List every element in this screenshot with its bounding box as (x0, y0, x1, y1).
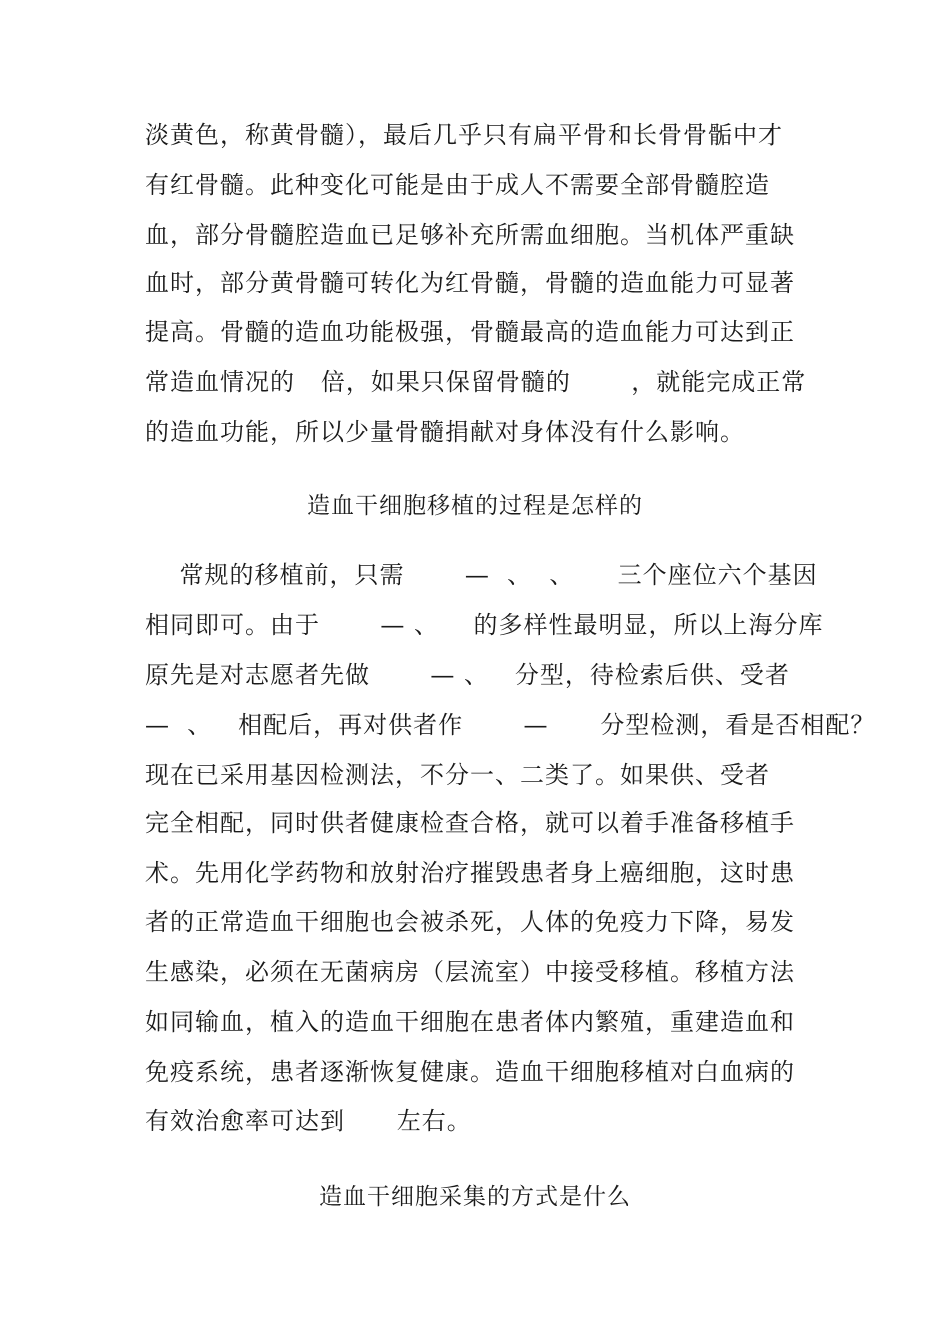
paragraph-line: 有红骨髓。此种变化可能是由于成人不需要全部骨髓腔造 (145, 171, 770, 199)
paragraph-line: 相同即可。由于 — 、 的多样性最明显，所以上海分库 (145, 611, 824, 639)
paragraph-line: 原先是对志愿者先做 — 、 分型，待检索后供、受者 (145, 661, 790, 689)
paragraph-line: 如同输血，植入的造血干细胞在患者体内繁殖，重建造血和 (145, 1008, 795, 1036)
paragraph-line: — 、 相配后，再对供者作 — 分型检测，看是否相配？ (145, 711, 876, 739)
paragraph-line: 现在已采用基因检测法，不分一、二类了。如果供、受者 (145, 761, 770, 789)
section-heading: 造血干细胞采集的方式是什么 (319, 1184, 631, 1210)
paragraph-line: 者的正常造血干细胞也会被杀死，人体的免疫力下降，易发 (145, 908, 795, 936)
paragraph-line: 提高。骨髓的造血功能极强，骨髓最高的造血能力可达到正 (145, 318, 795, 346)
paragraph-line: 常规的移植前，只需 — 、 、 三个座位六个基因 (145, 561, 818, 589)
paragraph-line: 术。先用化学药物和放射治疗摧毁患者身上癌细胞，这时患 (145, 859, 795, 887)
paragraph-line: 免疫系统，患者逐渐恢复健康。造血干细胞移植对白血病的 (145, 1058, 795, 1086)
paragraph-line: 生感染，必须在无菌病房（层流室）中接受移植。移植方法 (145, 958, 795, 986)
paragraph-line: 完全相配，同时供者健康检查合格，就可以着手准备移植手 (145, 809, 795, 837)
paragraph-line: 血时，部分黄骨髓可转化为红骨髓，骨髓的造血能力可显著 (145, 269, 795, 297)
paragraph-line: 常造血情况的 倍，如果只保留骨髓的 ，就能完成正常 (145, 368, 807, 396)
paragraph-line: 淡黄色，称黄骨髓），最后几乎只有扁平骨和长骨骨骺中才 (145, 121, 783, 149)
section-heading: 造血干细胞移植的过程是怎样的 (307, 493, 643, 519)
paragraph-line: 的造血功能，所以少量骨髓捐献对身体没有什么影响。 (145, 418, 745, 446)
paragraph-line: 有效治愈率可达到 左右。 (145, 1107, 472, 1135)
paragraph-line: 血，部分骨髓腔造血已足够补充所需血细胞。当机体严重缺 (145, 221, 795, 249)
